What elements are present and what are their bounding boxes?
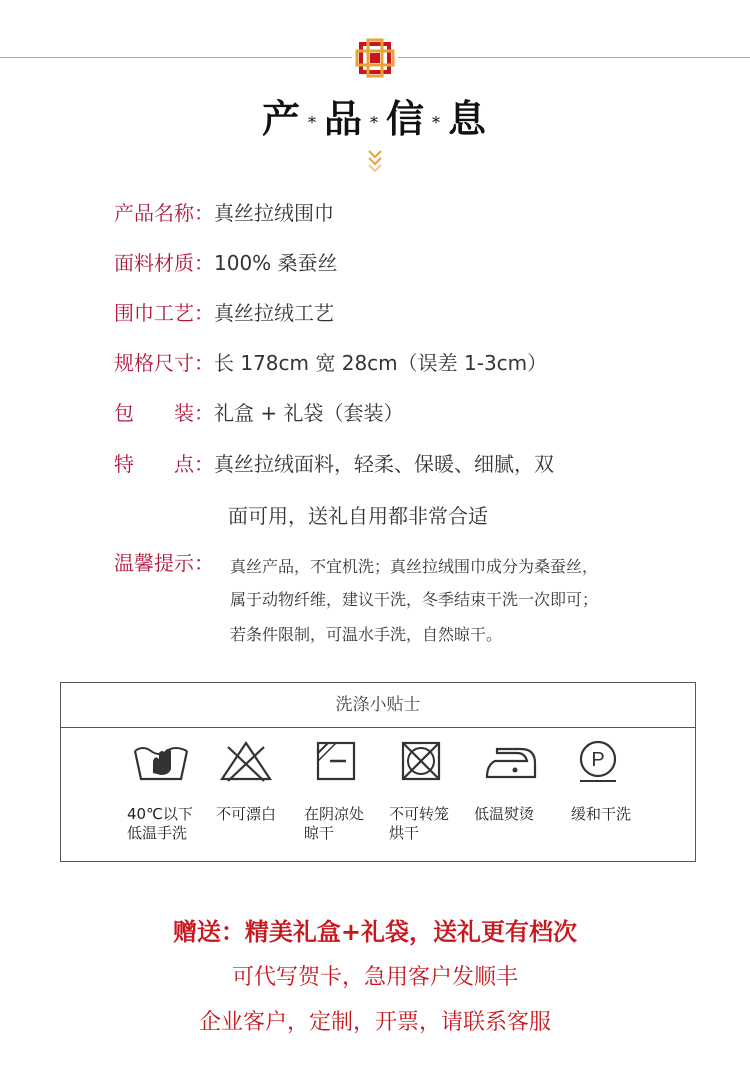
info-row-packaging	[114, 400, 403, 426]
info-row-size	[114, 350, 547, 376]
info-value: 真丝拉绒围巾	[214, 201, 334, 225]
care-label: 不可转笼 烘干	[389, 805, 450, 842]
info-row-tips	[114, 550, 214, 576]
care-instructions-box	[60, 682, 696, 862]
promo-card-line: 可代写贺卡，急用客户发顺丰	[231, 965, 518, 990]
promo-gift-line: 赠送：精美礼盒+礼袋，送礼更有档次	[172, 918, 578, 946]
info-value: 100% 桑蚕丝	[214, 251, 338, 275]
svg-text:P: P	[591, 749, 605, 771]
knot-emblem-icon	[355, 38, 395, 78]
care-label: 40℃以下 低温手洗	[127, 805, 193, 842]
promo-business-line: 企业客户，定制，开票，请联系客服	[198, 1010, 551, 1035]
care-title: 洗涤小贴士	[61, 683, 695, 728]
info-label: 包 装：	[114, 401, 214, 425]
no-bleach-icon	[216, 739, 276, 783]
info-row-material	[114, 250, 338, 276]
gentle-dry-clean-icon	[568, 739, 628, 783]
info-label: 围巾工艺：	[114, 301, 214, 325]
info-row-features	[114, 451, 554, 477]
info-label: 特 点：	[114, 452, 214, 476]
info-value: 长 178cm 宽 28cm（误差 1-3cm）	[214, 351, 548, 375]
info-label: 产品名称：	[114, 201, 214, 225]
chevron-down-icon	[367, 148, 383, 174]
info-value: 礼盒 + 礼袋（套装）	[214, 401, 404, 425]
header-divider-right	[398, 57, 750, 58]
title-separator: *	[370, 113, 380, 132]
dry-in-shade-icon	[306, 739, 366, 783]
title-char: 信	[386, 96, 427, 141]
low-iron-icon	[481, 739, 541, 783]
tip-line: 真丝产品，不宜机洗；真丝拉绒围巾成分为桑蚕丝，	[230, 557, 599, 576]
info-value: 真丝拉绒工艺	[214, 301, 334, 325]
info-label: 面料材质：	[114, 251, 214, 275]
care-label: 低温熨烫	[474, 805, 535, 823]
info-label: 规格尺寸：	[114, 351, 214, 375]
page-title	[0, 88, 750, 143]
info-value: 真丝拉绒面料，轻柔、保暖、细腻，双	[214, 452, 554, 476]
tip-line: 若条件限制，可温水手洗，自然晾干。	[230, 625, 503, 644]
hand-wash-icon	[131, 739, 191, 783]
title-separator: *	[432, 113, 443, 132]
care-label: 在阴凉处 晾干	[304, 805, 365, 842]
info-features-continued: 面可用，送礼自用都非常合适	[228, 504, 488, 528]
header-divider-left	[0, 57, 352, 58]
care-label: 不可漂白	[216, 805, 277, 823]
info-row-product-name	[114, 200, 334, 226]
care-label: 缓和干洗	[571, 805, 632, 823]
info-label: 温馨提示：	[114, 551, 214, 575]
title-char: 品	[323, 96, 364, 141]
no-tumble-dry-icon	[391, 739, 451, 783]
title-char: 息	[448, 96, 489, 141]
tip-line: 属于动物纤维，建议干洗，冬季结束干洗一次即可；	[230, 590, 599, 609]
info-row-craft	[114, 300, 334, 326]
title-char: 产	[261, 96, 302, 141]
title-separator: *	[307, 113, 318, 132]
